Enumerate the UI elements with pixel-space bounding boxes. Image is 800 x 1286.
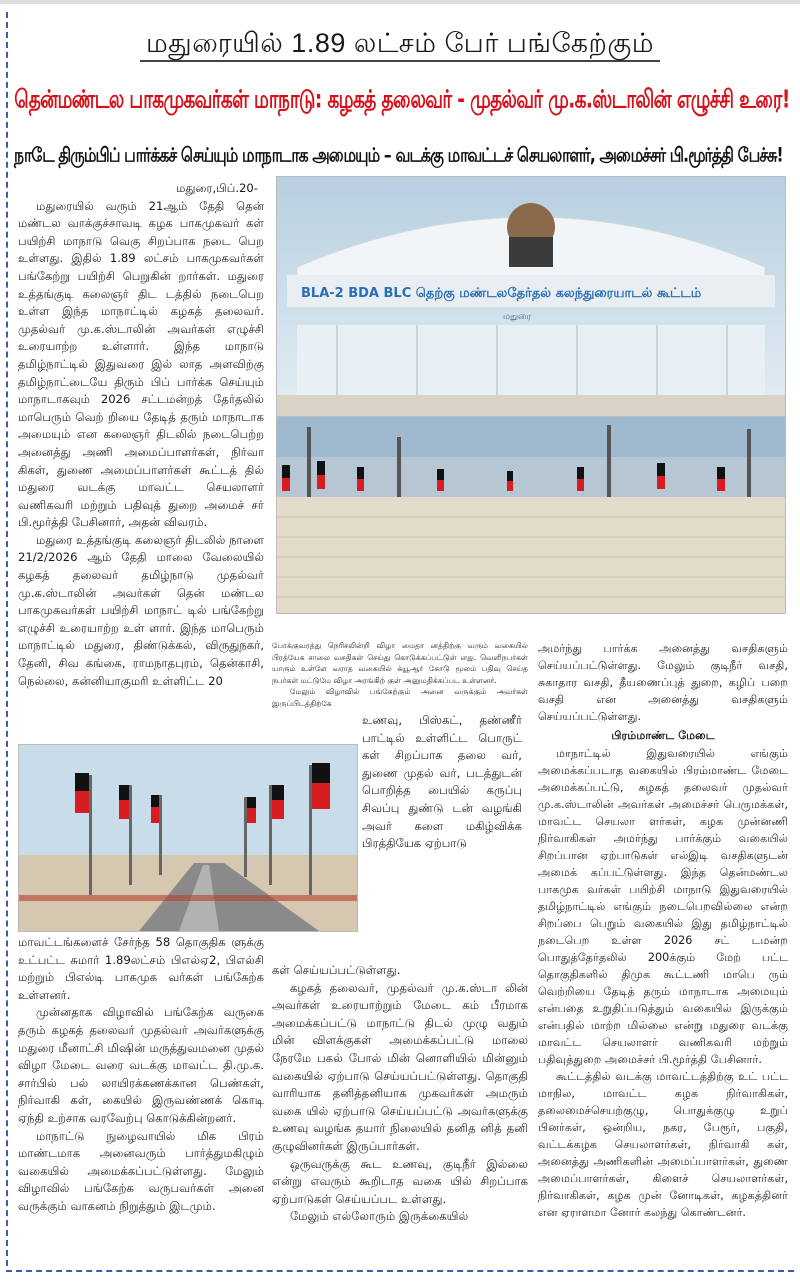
paragraph: கூட்டத்தில் வடக்கு மாவட்டத்திற்கு உட் பட்ட மாநில, மாவட்ட கழக நிர்வாகிகள், தலைமைச்செயற்குழு, பொதுக்குழு உறுப் பினர்கள், ஒன்றிய, நகர, பேரூர், பகுதி, வட்டக்கழக செயலாளர்கள், நிர்வாகி கள், அனைத்து அணிகளின் அமைப்பாளர்கள், துணை அமைப்பாளர்கள், கிளைச் செயலாளர்கள், நிர்வாகிகள், கழக முன் னோடிகள், கழகத்தினர் என ஏராளமா னோர் கலந்து கொண்டனர். [538,1070,788,1219]
article-column-left-bottom [18,934,264,1216]
stage-sign-text: BLA-2 BDA BLC தெற்கு மண்டலதேர்தல் கலந்துரையாடல் கூட்டம் [301,286,702,301]
paragraph: ஒருவருக்கு கூட உணவு, குடிநீர் இல்லை என்று எவரும் கூறிடாத வகை யில் சிறப்பாக ஏற்பாடுகள் செய்யப்பட உள்ளது. [272,1156,528,1206]
road-flags-photo [18,744,358,932]
paragraph: கழகத் தலைவர், முதல்வர் மு.க.ஸ்டா லின் அவர்கள் உரையாற்றும் மேடை கம் பீரமாக அமைக்கப்பட்டு மாநாட்டு திடல் முழு வதும் மின் விளக்குகள் அமைக்கப்பட்டு மாலை நேரமே பகல் போல் மின் னொளியில் மின்னும் வகையில் ஏற்பாடு செய்யப்பட்டுள்ளது. தொகுதி வாரியாக தனித்தனியாக முகவர்கள் அமரும் வகை யில் ஏற்பாடு செய்யப்பட்டு அவர்களுக்கு உணவு வழங்க தயார் நிலையில் தனித னித் தனி குழுவினர்கள் இருப்பார்கள். [272,980,528,1153]
stage-photo-graphic [277,177,785,417]
road-flags-graphic [19,745,357,931]
venue-field-graphic [277,417,785,613]
paragraph: மாவட்டங்களைச் சேர்ந்த 58 தொகுதிக ளுக்கு உட்பட்ட சுமார் 1.89லட்சம் பிஎல்ஏ2, பிஎல்சி மற்றும் பிஎல்டி பாகமுக வர்கள் பங்கேற்க உள்ளனர். [18,935,264,1002]
kicker-headline: மதுரையில் 1.89 லட்சம் பேர் பங்கேற்கும் [0,28,800,63]
paragraph: மாநாட்டு நுழைவாயில் மிக பிரம் மாண்டமாக அனைவரும் பார்த்துமகிழும் வகையில் அமைக்கப்பட்டுள்ளது. மேலும் விழாவில் பங்கேற்க வருபவர்கள் அனை வருக்கும் வாகனம் நிறுத்தும் இடமும். [18,1128,264,1213]
paragraph: மேலும் எல்லோரும் இருக்கையில் [290,1209,469,1224]
left-border-rule [6,12,8,1266]
dateline: மதுரை,பிப்.20- [176,181,258,195]
sub-headline: நாடே திரும்பிப் பார்க்கச் செய்யும் மாநாடாக அமையும் – வடக்கு மாவட்டச் செயலாளர், அமைச்சர் பி.மூர்த்தி பேச்சு! [14,144,783,167]
stage-sign-subtext: மதுரை [503,312,532,322]
top-strip [0,0,800,4]
article-column-middle [272,640,528,710]
paragraph: முன்னதாக விழாவில் பங்கேற்க வருகை தரும் கழகத் தலைவர் முதல்வர் அவர்களுக்கு மதுரை மீனாட்சி மிஷின் மருத்துவமனை முதல் விழா மேடை வரை வடக்கு மாவட்ட தி.மு.க. சார்பில் பல் லாயிரக்கணக்கான பெண்கள், நிர்வாகி கள், கையில் இருவண்ணக் கொடி ஏந்தி உற்சாக வரவேற்பு கொடுக்கின்றனர். [18,1005,264,1125]
paragraph: மாநாட்டில் இதுவரையில் எங்கும் அமைக்கப்படாத வகையில் பிரம்மாண்ட மேடை அமைக்கப்பட்டு, கழகத் தலைவர் முதல்வர் மு.க.ஸ்டாலின் அவர்கள் அமைச்சர் பெருமக்கள், மாவட்ட செயலா ளர்கள், கழக முன்னணி நிர்வாகிகள் அமர்ந்து பார்க்கும் வகையில் சிறப்பான ஏற்பாடுகள் எல்இடி வசதிகளுடன் அமைக் கப்பட்டுள்ளது. இந்த தென்மண்டல பாகமுக வர்கள் பயிற்சி மாநாடு இதுவரையில் தமிழ்நாட்டில் எங்கும் நடைபெறவில்லை என்ற சிறப்பை பெறும் வகையில் இது தமிழ்நாட்டில் நடைபெற உள்ள 2026 சட் டமன்ற பொதுத்தேர்தலில் 200க்கும் மேற் பட்ட தொகுதிகளில் திமுக கூட்டணி மாபெ ரும் வெற்றியை தேடித் தரும் மாநாடாக அமையும் என்பதை உறுதிப்படுத்தும் வகையில் இருக்கும் என்பதில் மாற்ற மில்லை என்று மதுரை வடக்கு மாவட்ட செயலாளர் வணிகவரி மற்றும் பதிவுத்துறை அமைச்சர் பி.மூர்த்தி பேசினார். [538,747,788,1066]
bottom-border-rule [6,1270,794,1272]
section-subtitle: பிரம்மாண்ட மேடை [611,729,715,742]
article-column-left-top [18,180,264,690]
venue-field-photo [276,416,786,614]
article-inset-text [362,712,522,853]
paragraph: மேலும் விழாவில் பங்கேற்கும் அனை வருக்கும் அவர்கள் இருப்பிடத்திற்கே [272,687,528,708]
paragraph: உணவு, பிஸ்கட், தண்ணீர் பாட்டில் உள்ளிட்ட பொருட் கள் சிறப்பாக தலை வர், துணை முதல் வர், படத்துடன் பொறித்த பையில் கருப்பு சிவப்பு துண்டு டன் வழங்கி அவர் களை மகிழ்விக்க பிரத்தியேக ஏற்பாடு [362,713,522,851]
paragraph: போக்குவரத்து நெரிசலின்றி விழா மைதா னத்திற்கு வரும் வகையில் பிரத்யேக சாலை வசதிகள் செய்து கொடுக்கப்பட்டுள் ளது. வெளிநபர்கள் யாரும் உள்ளே வராத வகையில் க்யூஆர் கோடு மூலம் பதிவு செய்த நபர்கள் மட்டுமே விழா அரங்கிற் குள் அனுமதிக்கப்பட உள்ளனர். [272,641,528,685]
article-column-middle-bottom [272,962,528,1226]
article-column-right [538,640,788,1221]
paragraph: கள் செய்யப்பட்டுள்ளது. [272,963,401,977]
paragraph: மதுரை உத்தங்குடி கலைஞர் திடலில் நாளை 21/2/2026 ஆம் தேதி மாலை வேலையில் கழகத் தலைவர் தமிழ்நாடு முதல்வர் மு.க.ஸ்டாலின் அவர்கள் தென் மண்டல பாகமுகவர்கள் பயிற்சி மாநாட் டில் பங்கேற்று எழுச்சி உரையாற்ற உள் ளார். இந்த மாபெரும் மாநாட்டில் மதுரை, திண்டுக்கல், விருதுநகர், தேனி, சிவ கங்கை, ராமநாதபுரம், தென்காசி, நெல்லை, கன்னியாகுமரி உள்ளிட்ட 20 [18,532,264,688]
paragraph: மதுரையில் வரும் 21ஆம் தேதி தென் மண்டல வாக்குச்சாவடி கழக பாகமுகவர் கள் பயிற்சி மாநாடு வெகு சிறப்பாக நடை பெற உள்ளது. இதில் 1.89 லட்சம் பாகமுகவர்கள் பங்கேற்று பயிற்சி பெறுகின் றார்கள். மதுரை உத்தங்குடி கலைஞர் திட டத்தில் நடைபெற உள்ள இந்த மாநாட்டில் கழகத் தலைவர். முதல்வர் மு.க.ஸ்டாலின் அவர்கள் எழுச்சி உரையாற்ற உள்ளார். இந்த மாநாடு தமிழ்நாட்டில் இதுவரை இல் லாத அளவிற்கு தமிழ்நாட்டையே திரும் பிப் பார்க்க செய்யும் மாநாடாகவும் 2026 சட்டமன்றத் தேர்தலில் மாபெரும் வெற் றியை தேடித் தரும் மாநாடாக அமையும் என கலைஞர் திடலில் நடைபெற்ற அனைத்து அணி அமைப்பாளர்கள், நிர்வா கிகள், துணை அமைப்பாளர்கள் கூட்டத் தில் மதுரை வடக்கு மாவட்ட செயலாளர் வணிகவரி மற்றும் பதிவுத் துறை அமைச் சர் பி.மூர்த்தி பேசினார், அதன் விவரம். [18,198,264,530]
paragraph: அமர்ந்து பார்க்க அனைத்து வசதிகளும் செய்யப்பட்டுள்ளது. மேலும் குடிநீர் வசதி, சுகாதார வசதி, தீயணைப்புத் துறை, கழிப் பறை வசதி என அனைத்து வசதிகளும் செய்யப்பட்டுள்ளது. [538,642,788,723]
main-headline: தென்மண்டல பாகமுகவர்கள் மாநாடு: கழகத் தலைவர் - முதல்வர் மு.க.ஸ்டாலின் எழுச்சி உரை! [14,86,790,115]
stage-photo [276,176,786,418]
